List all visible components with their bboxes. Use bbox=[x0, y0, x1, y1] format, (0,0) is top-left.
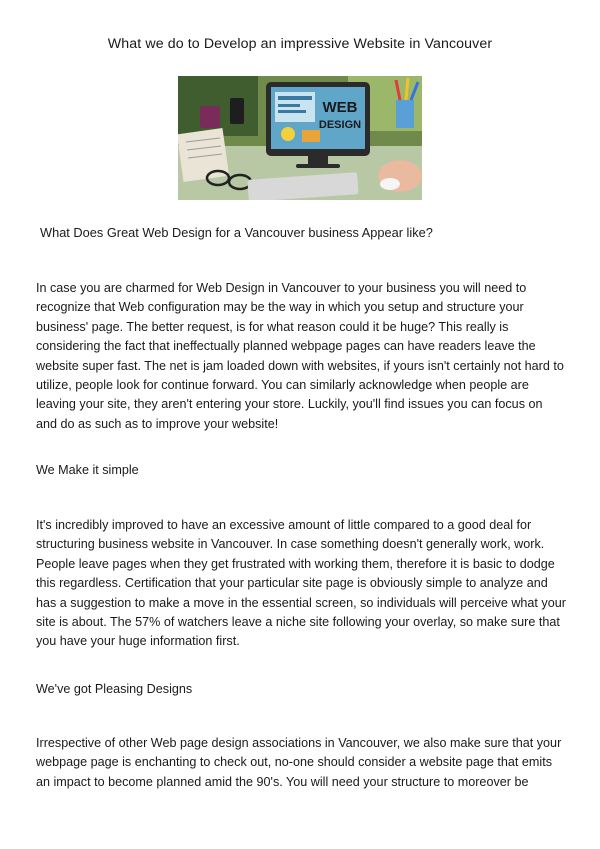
section-heading-simple: We Make it simple bbox=[36, 463, 139, 477]
paragraph-simple: It's incredibly improved to have an excessive amount of little compared to a good deal for structuring business website in Vancouver. In case something doesn't generally work, work. People leave pages when they get frustrated with working them, therefore it is basic to dodge this regardless. Certification that your particular site page is obviously simple to analyze and has a suggestion to make a move in the essential screen, so individuals will perceive what your site is about. The 57% of watchers leave a niche site following your overlay, so make sure that you have your huge information first. bbox=[36, 518, 566, 649]
section-heading-designs: We've got Pleasing Designs bbox=[36, 682, 193, 696]
screen-design-text: DESIGN bbox=[318, 119, 362, 131]
hero-image bbox=[178, 76, 422, 200]
paragraph-intro: In case you are charmed for Web Design in Vancouver to your business you will need to recognize that Web configuration may be the way in which you setup and structure your business' page. The better request, is for what reason could it be huge? This really is considering the fact that ineffectually planned webpage pages can have readers leave the website super fast. The net is jam loaded down with websites, if yours isn't certainly not hard to utilize, people look for continue forward. You can similarly acknowledge when people are leaving your site, they aren't entering your store. Luckily, you'll find issues you can focus on and do as such as to improve your website! bbox=[36, 281, 564, 431]
page-title: What we do to Develop an impressive Website in Vancouver bbox=[107, 36, 493, 52]
screen-web-text: WEB bbox=[322, 99, 358, 116]
paragraph-designs: Irrespective of other Web page design associations in Vancouver, we also make sure that your webpage page is enchanting to check out, no-one should consider a website page that emits an impact to become planned amid the 90's. You will need your structure to moreover be bbox=[36, 736, 562, 789]
subheading: What Does Great Web Design for a Vancouver business Appear like? bbox=[40, 225, 433, 240]
